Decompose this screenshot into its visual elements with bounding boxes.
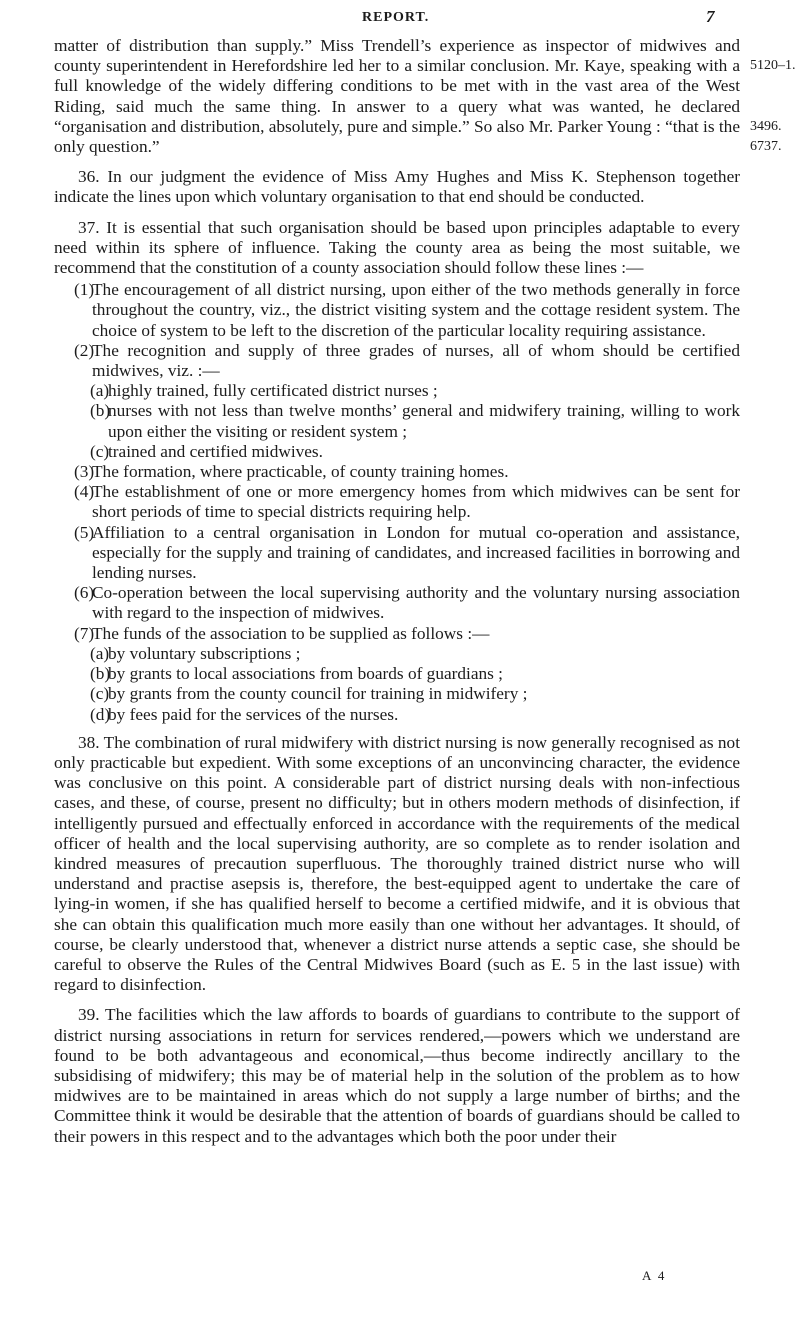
sublist-item-text: highly trained, fully certificated district nurses ; xyxy=(108,381,438,401)
intro-paragraph: matter of distribution than supply.” Miss Trendell’s experience as inspector of midwives and county superintendent in Herefordshire led her to a similar conclusion. Mr. Kaye, speaking with a full knowledge of the widely differing conditions to be met with in the vast area of the West Riding, said much the same thing. In answer to a query what was wanted, he declared “organisation and distribution, absolutely, pure and simple.” So also Mr. Parker Young : “that is the only question.” xyxy=(54,36,740,157)
sublist-item xyxy=(54,664,740,684)
list-item xyxy=(54,280,740,341)
list-item-text: The formation, where practicable, of county training homes. xyxy=(92,462,509,482)
recommendation-list xyxy=(54,280,740,724)
paragraph-37: 37. It is essential that such organisation should be based upon principles adaptable to every need within its sphere of influence. Taking the county area as being the most suitable, we recommend that the constitution of a county association should follow these lines :— xyxy=(54,217,740,278)
running-head: REPORT. xyxy=(362,10,430,25)
margin-reference: 6737. xyxy=(750,139,782,154)
nurse-grades-sublist xyxy=(54,381,740,462)
sublist-letter: (b) xyxy=(90,401,111,421)
sublist-item xyxy=(54,381,740,401)
sublist-item xyxy=(54,705,740,725)
sublist-item-text: nurses with not less than twelve months’ general and midwifery training, willing to work upon either the visiting or resident system ; xyxy=(108,401,740,441)
sublist-item xyxy=(54,401,740,441)
page-header xyxy=(0,4,800,32)
sublist-letter: (a) xyxy=(90,643,110,663)
signature-mark: A 4 xyxy=(642,1268,667,1283)
list-item xyxy=(54,462,740,482)
list-number: (3) xyxy=(74,462,95,482)
list-number: (5) xyxy=(74,522,95,542)
margin-reference: 3496. xyxy=(750,119,782,134)
sublist-letter: (b) xyxy=(90,664,111,684)
sublist-letter: (d) xyxy=(90,704,111,724)
list-number: (7) xyxy=(74,623,95,643)
list-item xyxy=(54,341,740,462)
paragraph-38: 38. The combination of rural midwifery with district nursing is now generally recognised as not only practicable but expedient. With some exceptions of an unconvincing character, the evidence was conclusive on this point. A considerable part of district nursing deals with non-infectious cases, and these, of course, present no difficulty; but in others modern methods of disinfection, if intelligently pursued and effectually enforced in accordance with the requirements of the medical officer of health and the local supervising authority, are so complete as to render isolation and kindred measures of precaution superfluous. The thoroughly trained district nurse who will understand and practise asepsis is, therefore, the best-equipped agent to undertake the care of lying-in women, if she has qualified herself to become a certified midwife, and it is obvious that she can obtain this qualification much more easily than one without her advantages. It should, of course, be clearly understood that, whenever a district nurse attends a septic case, she should be careful to observe the Rules of the Central Midwives Board (such as E. 5 in the last issue) with regard to disinfection. xyxy=(54,732,740,995)
page-number: 7 xyxy=(706,7,715,26)
paragraph-39: 39. The facilities which the law affords to boards of guardians to contribute to the support of district nursing associations in return for services rendered,—powers which we understand are found to be both advantageous and economical,—thus become indirectly ancillary to the subsidising of midwifery; this may be of material help in the solution of the problem as to how midwives are to be maintained in areas which do not supply a large number of births; and the Committee think it would be desirable that the attention of boards of guardians should be called to their powers in this respect and to the advantages which both the poor under their xyxy=(54,1005,740,1146)
list-item xyxy=(54,482,740,522)
sublist-letter: (c) xyxy=(90,441,110,461)
list-item-text: The encouragement of all district nursing, upon either of the two methods generally in force throughout the country, viz., the district visiting system and the cottage resident system. The choice of system to be left to the discretion of the particular locality requiring assistance. xyxy=(92,280,740,340)
sublist-item xyxy=(54,644,740,664)
list-item-text: Co-operation between the local supervising authority and the voluntary nursing association with regard to the inspection of midwives. xyxy=(92,583,740,623)
sublist-item-text: by grants to local associations from boards of guardians ; xyxy=(108,664,503,684)
sublist-letter: (a) xyxy=(90,381,110,401)
list-item xyxy=(54,583,740,623)
list-item xyxy=(54,624,740,725)
sublist-item-text: by fees paid for the services of the nurses. xyxy=(108,704,399,724)
list-item-text: The funds of the association to be supplied as follows :— xyxy=(92,623,490,643)
paragraph-36: 36. In our judgment the evidence of Miss Amy Hughes and Miss K. Stephenson together indicate the lines upon which voluntary organisation to that end should be conducted. xyxy=(54,167,740,207)
sublist-item-text: by grants from the county council for training in midwifery ; xyxy=(108,684,528,704)
list-number: (4) xyxy=(74,482,95,502)
list-item-text: The establishment of one or more emergency homes from which midwives can be sent for short periods of time to special districts requiring help. xyxy=(92,482,740,522)
funding-sublist xyxy=(54,644,740,725)
sublist-item-text: trained and certified midwives. xyxy=(108,441,323,461)
sublist-item xyxy=(54,684,740,704)
sublist-item xyxy=(54,442,740,462)
intro-paragraph-block xyxy=(54,36,796,157)
sublist-letter: (c) xyxy=(90,684,110,704)
sublist-item-text: by voluntary subscriptions ; xyxy=(108,643,301,663)
list-item-text: The recognition and supply of three grades of nurses, all of whom should be certified midwives, viz. :— xyxy=(92,340,740,381)
list-number: (6) xyxy=(74,583,95,603)
list-number: (1) xyxy=(74,280,95,300)
list-item-text: Affiliation to a central organisation in London for mutual co-operation and assistance, especially for the supply and training of candidates, and increased facilities in borrowing and lending nurses. xyxy=(92,522,740,583)
margin-reference: 5120–1. xyxy=(750,58,796,73)
list-item xyxy=(54,523,740,584)
report-body xyxy=(54,36,796,1157)
list-number: (2) xyxy=(74,340,95,360)
